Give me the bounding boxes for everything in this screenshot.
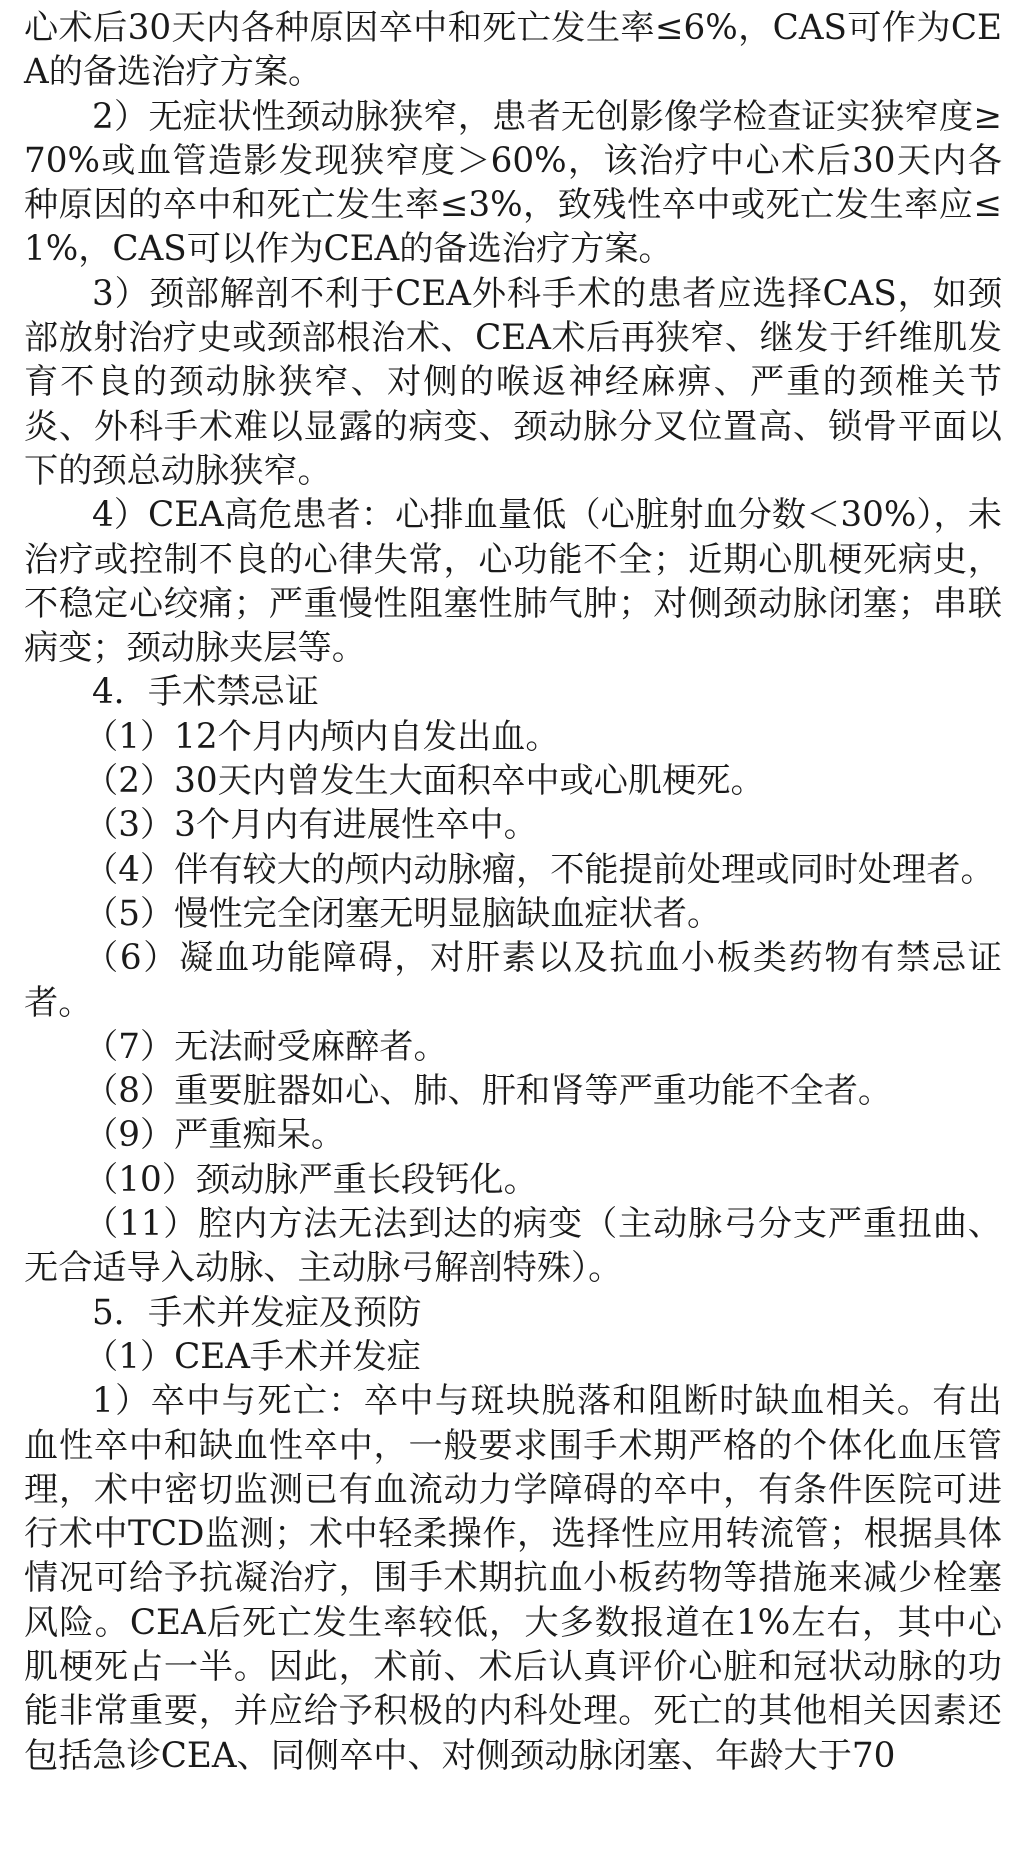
list-item-contraindication-5: （5）慢性完全闭塞无明显脑缺血症状者。 — [84, 893, 722, 934]
paragraph-stroke-and-death: 1）卒中与死亡：卒中与斑块脱落和阻断时缺血相关。有出血性卒中和缺血性卒中，一般要求围手术期严格的个体化血压管理，术中密切监测已有血流动力学障碍的卒中，有条件医院可进行术中TCD监测；术中轻柔操作，选择性应用转流管；根据具体情况可给予抗凝治疗，围手术期抗血小板药物等措施来减少栓塞风险。CEA后死亡发生率较低，大多数报道在1%左右，其中心肌梗死占一半。因此，术前、术后认真评价心脏和冠状动脉的功能非常重要，并应给予积极的内科处理。死亡的其他相关因素还包括急诊CEA、同侧卒中、对侧颈动脉闭塞、年龄大于70 — [24, 1381, 1002, 1776]
list-item-contraindication-11: （11）腔内方法无法到达的病变（主动脉弓分支严重扭曲、无合适导入动脉、主动脉弓解剖特殊）。 — [24, 1204, 1002, 1289]
list-item-contraindication-3: （3）3个月内有进展性卒中。 — [84, 805, 538, 846]
section-heading-contraindications: 4．手术禁忌证 — [92, 672, 319, 713]
list-item-contraindication-7: （7）无法耐受麻醉者。 — [84, 1026, 448, 1067]
paragraph-cas-alternative-symptomatic-tail: 心术后30天内各种原因卒中和死亡发生率≤6%，CAS可作为CEA的备选治疗方案。 — [24, 8, 1002, 93]
list-item-contraindication-6: （6）凝血功能障碍，对肝素以及抗血小板类药物有禁忌证者。 — [24, 938, 1002, 1023]
list-item-contraindication-10: （10）颈动脉严重长段钙化。 — [84, 1159, 538, 1200]
list-item-contraindication-9: （9）严重痴呆。 — [84, 1115, 346, 1156]
section-heading-complications: 5．手术并发症及预防 — [92, 1292, 422, 1333]
paragraph-cea-high-risk: 4）CEA高危患者：心排血量低（心脏射血分数＜30%），未治疗或控制不良的心律失常，心功能不全；近期心肌梗死病史，不稳定心绞痛；严重慢性阻塞性肺气肿；对侧颈动脉闭塞；串联病变；颈动脉夹层等。 — [24, 495, 1002, 669]
list-item-contraindication-2: （2）30天内曾发生大面积卒中或心肌梗死。 — [84, 761, 765, 802]
subheading-cea-complications: （1）CEA手术并发症 — [84, 1336, 421, 1377]
list-item-contraindication-4: （4）伴有较大的颅内动脉瘤，不能提前处理或同时处理者。 — [84, 849, 995, 890]
list-item-contraindication-8: （8）重要脏器如心、肺、肝和肾等严重功能不全者。 — [84, 1071, 893, 1112]
paragraph-asymptomatic-stenosis: 2）无症状性颈动脉狭窄，患者无创影像学检查证实狭窄度≥70%或血管造影发现狭窄度＞60%，该治疗中心术后30天内各种原因的卒中和死亡发生率≤3%，致残性卒中或死亡发生率应≤1%，CAS可以作为CEA的备选治疗方案。 — [24, 96, 1002, 270]
list-item-contraindication-1: （1）12个月内颅内自发出血。 — [84, 716, 560, 757]
paragraph-unfavorable-anatomy: 3）颈部解剖不利于CEA外科手术的患者应选择CAS，如颈部放射治疗史或颈部根治术、CEA术后再狭窄、继发于纤维肌发育不良的颈动脉狭窄、对侧的喉返神经麻痹、严重的颈椎关节炎、外科手术难以显露的病变、颈动脉分叉位置高、锁骨平面以下的颈总动脉狭窄。 — [24, 273, 1002, 491]
